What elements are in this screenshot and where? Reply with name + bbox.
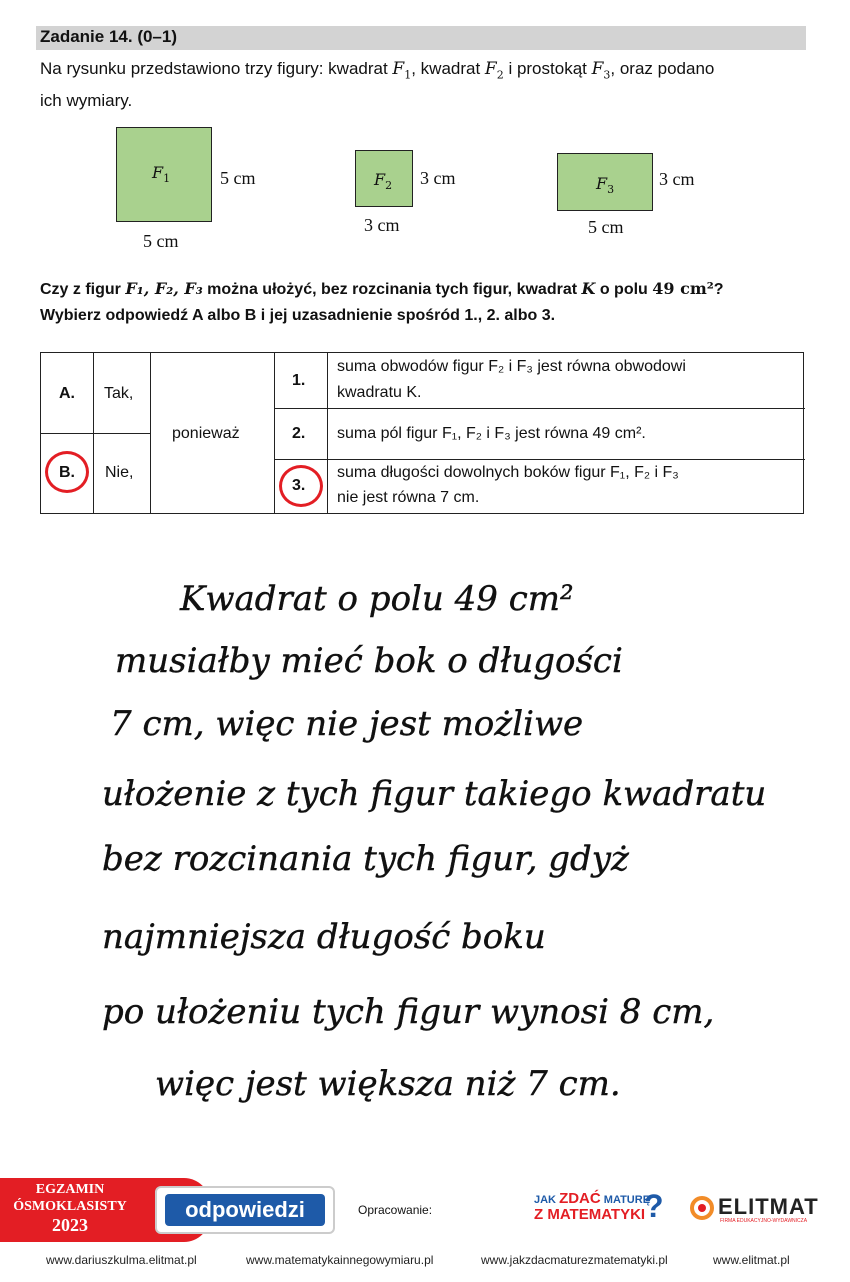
question-figures: F₁, F₂, F₃ [125, 279, 203, 298]
reason-1-line1: suma obwodów figur F₂ i F₃ jest równa obwodowi [337, 358, 686, 375]
footer-link-4[interactable]: www.elitmat.pl [713, 1253, 790, 1267]
selected-option-circle [45, 451, 89, 493]
handwriting-line-4: ułożenie z tych figur takiego kwadratu [102, 774, 767, 814]
answers-button[interactable] [155, 1186, 335, 1234]
reason-2-number[interactable]: 2. [292, 425, 306, 442]
figure-f1-bottom-dimension: 5 cm [143, 231, 179, 251]
footer-link-2[interactable]: www.matematykainnegowymiaru.pl [246, 1253, 434, 1267]
reason-1-line2: kwadratu K. [337, 384, 422, 401]
question-area: 49 cm² [652, 279, 714, 298]
option-a-text: Tak, [104, 385, 134, 402]
intro-f3: $F_3$ [591, 59, 611, 82]
intro-text: i prostokąt [503, 59, 592, 78]
handwritten-answer [100, 560, 800, 1120]
handwriting-svg [100, 560, 800, 1120]
handwriting-line-2: musiałby mieć bok o długości [115, 641, 623, 681]
badge-year: 2023 [52, 1215, 88, 1235]
selected-reason-circle [279, 465, 323, 507]
question-square-k: K [581, 279, 596, 298]
answers-button-label: odpowiedzi [165, 1194, 325, 1226]
handwriting-line-5: bez rozcinania tych figur, gdyż [102, 839, 629, 879]
reason-1-number[interactable]: 1. [292, 372, 306, 389]
figure-f3-bottom-dimension: 5 cm [588, 217, 624, 237]
reason-2-line1: suma pól figur F₁, F₂ i F₃ jest równa 49 cm². [337, 425, 646, 442]
figure-f1-side-dimension: 5 cm [220, 168, 256, 188]
option-b-text: Nie, [105, 464, 134, 481]
intro-text: ich wymiary. [40, 91, 133, 111]
figure-f3-side-dimension: 3 cm [659, 169, 695, 189]
intro-text: Na rysunku przedstawiono trzy figury: kwadrat [40, 59, 393, 78]
handwriting-line-3: 7 cm, więc nie jest możliwe [110, 704, 584, 744]
footer-link-1[interactable]: www.dariuszkulma.elitmat.pl [46, 1253, 197, 1267]
intro-text: , kwadrat [411, 59, 485, 78]
footer-link-3[interactable]: www.jakzdacmaturezmatematyki.pl [481, 1253, 668, 1267]
task-intro [40, 56, 810, 114]
answer-table [40, 352, 804, 514]
task-header [36, 26, 806, 50]
handwriting-line-6: najmniejsza długość boku [102, 917, 546, 957]
figure-f1-label: $F_1$ [152, 163, 171, 186]
task-title: Zadanie 14. (0–1) [40, 27, 178, 46]
connector-text: ponieważ [172, 425, 240, 442]
handwriting-line-7: po ułożeniu tych figur wynosi 8 cm, [102, 992, 715, 1032]
elitmat-mark-icon [690, 1196, 714, 1220]
jak-zdac-mature-logo[interactable]: JAK ZDAĆ MATURĘ Z MATEMATYKI ? [534, 1188, 664, 1224]
handwriting-line-1: Kwadrat o polu 49 cm² [180, 579, 574, 619]
option-b-letter[interactable]: B. [59, 464, 75, 481]
figure-f2-side-dimension: 3 cm [420, 168, 456, 188]
figure-f2-bottom-dimension: 3 cm [364, 215, 400, 235]
figure-f2-label: $F_2$ [374, 170, 393, 193]
question-instruction: Wybierz odpowiedź A albo B i jej uzasadnienie spośród 1., 2. albo 3. [40, 307, 556, 324]
figure-f3-label: $F_3$ [596, 174, 615, 197]
option-a-letter[interactable]: A. [59, 385, 75, 402]
question-mark-icon: ? [644, 1188, 664, 1224]
question: Czy z figur F₁, F₂, F₃ można ułożyć, bez rozcinania tych figur, kwadrat K o polu 49 cm²? Wybierz odpowiedź A albo B i jej uzasadnienie spośród 1., 2. albo 3. [40, 279, 724, 324]
intro-text: , oraz podano [610, 59, 715, 78]
intro-f1: $F_1$ [392, 59, 412, 82]
handwriting-line-8: więc jest większa niż 7 cm. [155, 1064, 621, 1104]
intro-f2: $F_2$ [484, 59, 504, 82]
reason-3-line2: nie jest równa 7 cm. [337, 489, 480, 506]
badge-line1: EGZAMIN [35, 1182, 105, 1197]
reason-3-line1: suma długości dowolnych boków figur F₁, F₂ i F₃ [337, 464, 679, 481]
elitmat-logo[interactable]: ELITMAT FIRMA EDUKACYJNO-WYDAWNICZA [690, 1192, 820, 1228]
prepared-by-label: Opracowanie: [358, 1203, 433, 1217]
badge-line2: ÓSMOKLASISTY [13, 1199, 127, 1214]
reason-3-number[interactable]: 3. [292, 477, 306, 494]
